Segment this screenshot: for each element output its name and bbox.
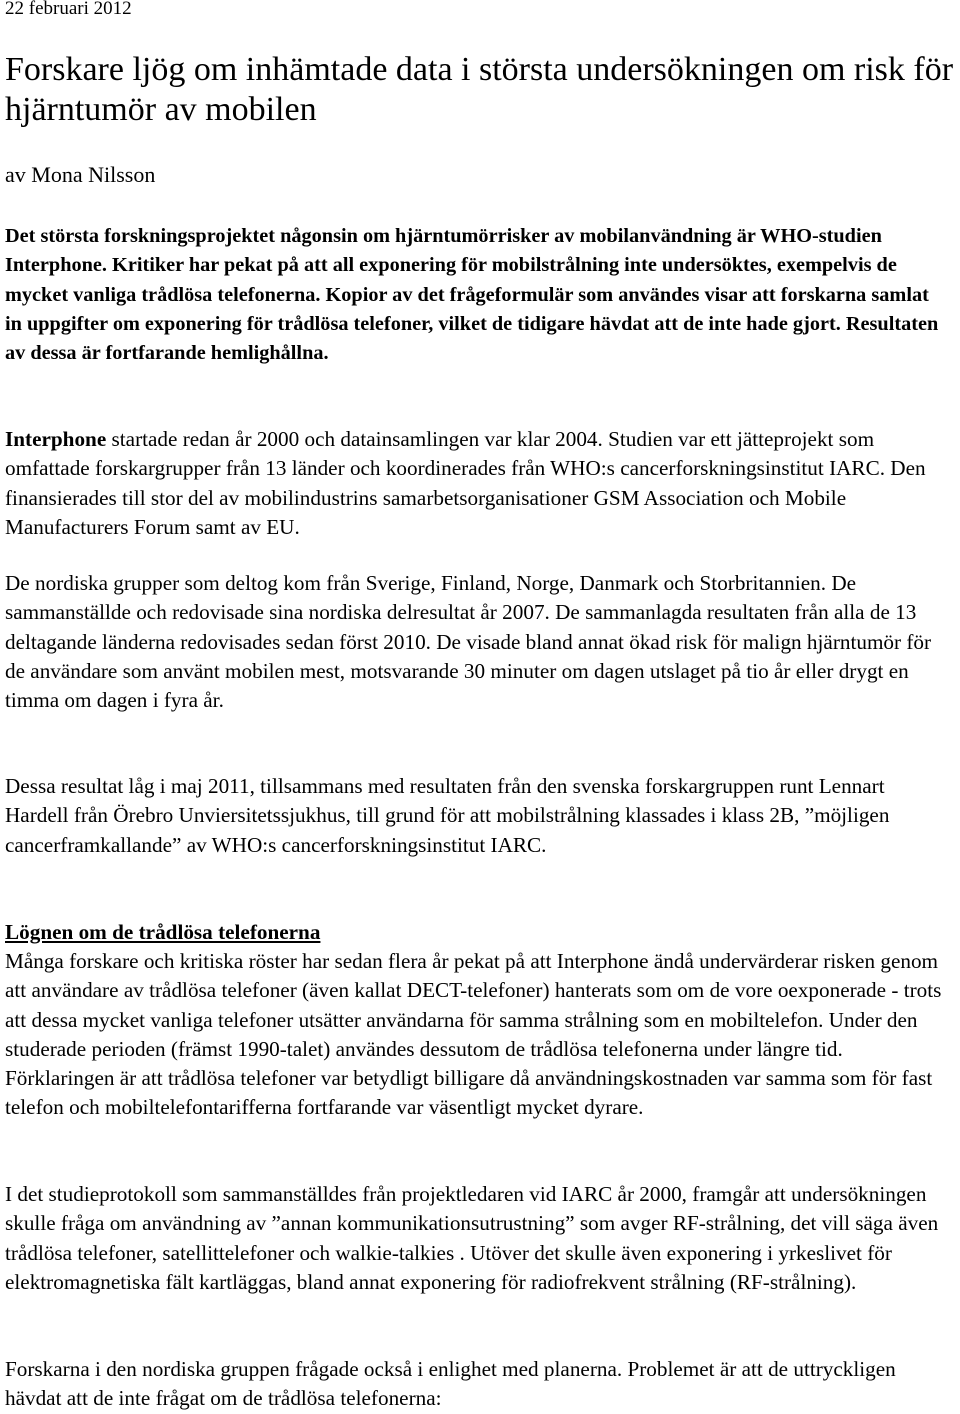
article-title: Forskare ljög om inhämtade data i största undersökningen om risk för hjärntumör av mobilen <box>5 51 954 128</box>
paragraph-interphone-start <box>5 425 945 542</box>
paragraph-study-protocol: I det studieprotokoll som sammanställdes från projektledaren vid IARC år 2000, framgår att undersökningen skulle fråga om användning av ”annan kommunikationsutrustning” som avger RF-strålning, det vill säga även trådlösa telefoner, satellittelefoner och walkie-talkies . Utöver det skulle även exponering i yrkeslivet för elektromagnetiska fält kartläggas, bland annat exponering för radiofrekvent strålning (RF-strålning). <box>5 1182 939 1294</box>
article-lead: Det största forskningsprojektet någonsin om hjärntumörrisker av mobilanvändning är WHO-studien Interphone. Kritiker har pekat på att all exponering för mobilstrålning inte undersöktes, exempelvis de mycket vanliga trådlösa telefonerna. Kopior av det frågeformulär som användes visar att forskarna samlat in uppgifter om exponering för trådlösa telefoner, vilket de tidigare hävdat att de inte hade gjort. Resultaten av dessa är fortfarande hemlighållna. <box>5 225 939 365</box>
section-heading: Lögnen om de trådlösa telefonerna <box>5 920 321 944</box>
paragraph-nordic-groups: De nordiska grupper som deltog kom från Sverige, Finland, Norge, Danmark och Storbritannien. De sammanställde och redovisade sina nordiska delresultat år 2007. De sammanlagda resultaten från alla de 13 deltagande länderna redovisades sedan först 2010. De visade bland annat ökad risk för malign hjärntumör för de användare som använt mobilen mest, motsvarande 30 minuter om dagen utslaget på tio år eller drygt en timma om dagen i fyra år. <box>5 571 932 713</box>
interphone-bold: Interphone <box>5 427 107 451</box>
article-date: 22 februari 2012 <box>5 0 132 19</box>
paragraph-cordless-phones: Många forskare och kritiska röster har sedan flera år pekat på att Interphone ändå undervärderar risken genom att användare av trådlösa telefoner (även kallat DECT-telefoner) hanterats som om de vore oexponerade - trots att dessa mycket vanliga telefoner utsätter användarna för samma strålning som en mobiltelefon. Under den studerade perioden (främst 1990-talet) användes dessutom de trådlösa telefonerna under längre tid. Förklaringen är att trådlösa telefoner var betydligt billigare då användningskostnaden var samma som för fast telefon och mobiltelefontarifferna fortfarande var väsentligt mycket dyrare. <box>5 949 942 1120</box>
paragraph-nordic-questions: Forskarna i den nordiska gruppen frågade också i enlighet med planerna. Problemet är att de uttryckligen hävdat att de inte frågat om de trådlösa telefonerna: <box>5 1357 896 1411</box>
paragraph-text: startade redan år 2000 och datainsamlingen var klar 2004. Studien var ett jätteprojekt som omfattade forskargrupper från 13 länder och koordinerades från WHO:s cancerforskningsinstitut IARC. Den finansierades till stor del av mobilindustrins samarbetsorganisationer GSM Association och Mobile Manufacturers Forum samt av EU. <box>5 427 926 539</box>
article-byline: av Mona Nilsson <box>5 162 156 187</box>
paragraph-results-2011: Dessa resultat låg i maj 2011, tillsammans med resultaten från den svenska forskargruppen runt Lennart Hardell från Örebro Unviersitetssjukhus, till grund för att mobilstrålning klassades i klass 2B, ”möjligen cancerframkallande” av WHO:s cancerforskningsinstitut IARC. <box>5 774 890 857</box>
